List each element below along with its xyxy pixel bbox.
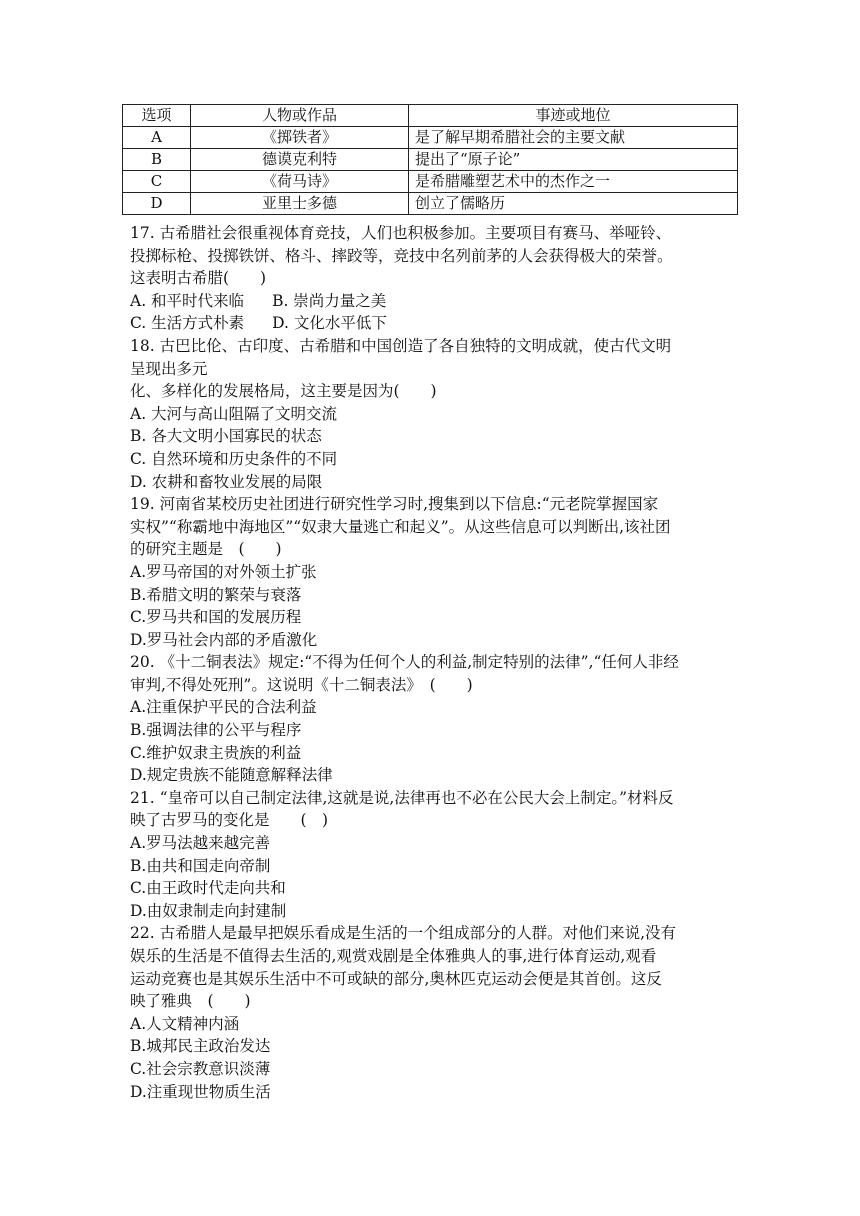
option-a[interactable]: A.注重保护平民的合法利益	[130, 698, 317, 717]
table-cell: 德谟克利特	[191, 149, 409, 171]
option-b[interactable]: B. 崇尚力量之美	[272, 291, 387, 310]
option-c[interactable]: C.罗马共和国的发展历程	[130, 608, 302, 627]
table-cell: 是了解早期希腊社会的主要文献	[409, 127, 738, 149]
option-d[interactable]: D.罗马社会内部的矛盾激化	[130, 630, 318, 649]
option-c[interactable]: C.社会宗教意识淡薄	[130, 1059, 271, 1078]
question-stem-line: 的研究主题是 ( )	[130, 540, 282, 559]
table-row	[123, 193, 738, 215]
table-row	[123, 127, 738, 149]
table-cell: 亚里士多德	[191, 193, 409, 215]
questions-body	[130, 222, 740, 1103]
question-stem-line: 17. 古希腊社会很重视体育竞技，人们也积极参加。主要项目有赛马、举哑铃、	[130, 224, 672, 242]
option-a[interactable]: A.人文精神内涵	[130, 1014, 240, 1033]
table-cell: B	[123, 149, 191, 171]
option-d[interactable]: D. 农耕和畜牧业发展的局限	[130, 472, 323, 491]
table-cell: A	[123, 127, 191, 149]
question-stem-line: 化、多样化的发展格局，这主要是因为( )	[130, 382, 437, 401]
option-c[interactable]: C.维护奴隶主贵族的利益	[130, 743, 302, 762]
option-b[interactable]: B.城邦民主政治发达	[130, 1037, 271, 1056]
question-21	[130, 787, 740, 923]
question-18	[130, 335, 740, 493]
table-cell: C	[123, 171, 191, 193]
option-b[interactable]: B.希腊文明的繁荣与衰落	[130, 585, 302, 604]
option-a[interactable]: A. 和平时代来临	[130, 291, 245, 310]
option-c[interactable]: C. 自然环境和历史条件的不同	[130, 449, 338, 468]
table-row	[123, 149, 738, 171]
question-22	[130, 922, 740, 1103]
table-cell: 是希腊雕塑艺术中的杰作之一	[409, 171, 738, 193]
question-stem-line: 实权”“称霸地中海地区”“奴隶大量逃亡和起义”。从这些信息可以判断出,该社团	[130, 517, 671, 536]
table-row	[123, 171, 738, 193]
question-stem-line: 投掷标枪、投掷铁饼、格斗、摔跤等，竞技中名列前茅的人会获得极大的荣誉。	[130, 246, 673, 265]
table-cell: D	[123, 193, 191, 215]
question-stem-line: 19. 河南省某校历史社团进行研究性学习时,搜集到以下信息:“元老院掌握国家	[130, 495, 659, 514]
table-cell: 《荷马诗》	[191, 171, 409, 193]
option-row	[130, 312, 740, 335]
question-stem-line: 22. 古希腊人是最早把娱乐看成是生活的一个组成部分的人群。对他们来说,没有	[130, 924, 677, 943]
option-c[interactable]: C.由王政时代走向共和	[130, 879, 286, 898]
question-stem-line: 呈现出多元	[130, 359, 208, 378]
options-table	[122, 104, 738, 215]
table-header-cell: 选项	[123, 105, 191, 127]
option-b[interactable]: B.强调法律的公平与程序	[130, 721, 302, 740]
option-b[interactable]: B. 各大文明小国寡民的状态	[130, 427, 322, 446]
question-stem-line: 运动竞赛也是其娱乐生活中不可或缺的部分,奥林匹克运动会便是其首创。这反	[130, 969, 662, 988]
table-header-cell: 人物或作品	[191, 105, 409, 127]
question-stem-line: 18. 古巴比伦、古印度、古希腊和中国创造了各自独特的文明成就，使古代文明	[130, 336, 672, 355]
table-cell: 提出了“原子论”	[409, 149, 738, 171]
option-d[interactable]: D.规定贵族不能随意解释法律	[130, 766, 333, 785]
question-stem-line: 21. “皇帝可以自己制定法律,这就是说,法律再也不必在公民大会上制定。”材料反	[130, 788, 674, 807]
question-stem-line: 映了雅典 ( )	[130, 992, 251, 1011]
question-stem-line: 20. 《十二铜表法》规定:“不得为任何个人的利益,制定特别的法律”,“任何人非经	[130, 653, 679, 672]
option-a[interactable]: A.罗马法越来越完善	[130, 834, 271, 853]
option-d[interactable]: D. 文化水平低下	[272, 314, 387, 333]
option-c[interactable]: C. 生活方式朴素	[130, 314, 245, 333]
option-a[interactable]: A.罗马帝国的对外领土扩张	[130, 562, 317, 581]
question-19	[130, 493, 740, 651]
option-b[interactable]: B.由共和国走向帝制	[130, 856, 271, 875]
option-a[interactable]: A. 大河与高山阻隔了文明交流	[130, 404, 338, 423]
table-cell: 《掷铁者》	[191, 127, 409, 149]
table-header-row	[123, 105, 738, 127]
question-17	[130, 222, 740, 335]
table-cell: 创立了儒略历	[409, 193, 738, 215]
question-20	[130, 651, 740, 787]
option-row	[130, 290, 740, 313]
question-stem-line: 这表明古希腊( )	[130, 269, 267, 288]
question-stem-line: 娱乐的生活是不值得去生活的,观赏戏剧是全体雅典人的事,进行体育运动,观看	[130, 947, 657, 965]
question-stem-line: 映了古罗马的变化是 ( )	[130, 811, 329, 830]
table-header-cell: 事迹或地位	[409, 105, 738, 127]
question-stem-line: 审判,不得处死刑”。这说明《十二铜表法》 ( )	[130, 675, 473, 694]
option-d[interactable]: D.注重现世物质生活	[130, 1082, 271, 1101]
option-d[interactable]: D.由奴隶制走向封建制	[130, 901, 287, 920]
